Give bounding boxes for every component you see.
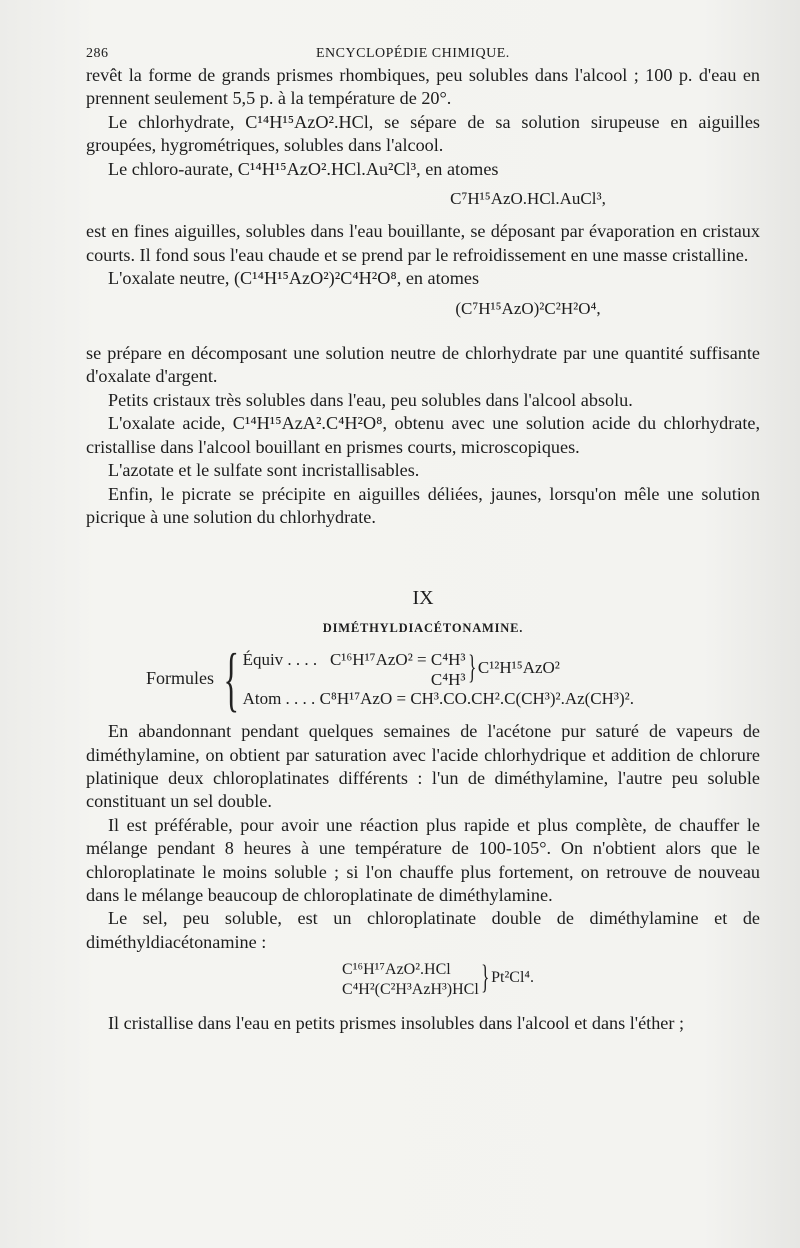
section-number: IX bbox=[412, 587, 434, 610]
paragraph: se prépare en décomposant une solution neutre de chlorhydrate par une quantité suffisante d'oxalate d'argent. bbox=[86, 343, 760, 387]
paragraph: Petits cristaux très solubles dans l'eau, peu solubles dans l'alcool absolu. bbox=[108, 389, 633, 410]
formulas-label: Formules bbox=[146, 668, 215, 689]
equiv-result: C¹²H¹⁵AzO² bbox=[477, 658, 560, 678]
formulas-block bbox=[146, 639, 760, 720]
equiv-formula-line bbox=[243, 648, 634, 688]
paragraph-chloroaurate-description: est en fines aiguilles, solubles dans l'eau bouillante, se déposant par évaporation en cristaux courts. Il fond sous l'eau chaude et se prend par le refroidissement en une masse cristalline. bbox=[86, 221, 760, 265]
paragraph-azotate: L'azotate et le sulfate sont incristallisables. bbox=[108, 460, 420, 481]
section-title: DIMÉTHYLDIACÉTONAMINE. bbox=[322, 620, 524, 635]
equiv-label: Équiv . . . . bbox=[242, 650, 318, 670]
right-brace: } bbox=[467, 649, 476, 687]
double-salt-formula bbox=[116, 958, 760, 998]
running-title: ENCYCLOPÉDIE CHIMIQUE. bbox=[316, 46, 510, 61]
left-brace: { bbox=[223, 639, 240, 720]
atom-label: Atom . . . . bbox=[242, 689, 316, 709]
paragraph-last-line: Il cristallise dans l'eau en petits prismes insolubles dans l'alcool et dans l'éther ; bbox=[108, 1013, 685, 1034]
paragraph: En abandonnant pendant quelques semaines de l'acétone pur saturé de vapeurs de diméthylamine, on obtient par saturation avec l'acide chlorhydrique et addition de chlorure platinique deux chloroplatinates différents : l'un de diméthylamine, l'autre peu soluble constituant un sel double. bbox=[86, 721, 760, 812]
paragraph: Le sel, peu soluble, est un chloroplatinate double de diméthylamine et de diméthyldiacétonamine : bbox=[86, 908, 760, 952]
paragraph-chlorhydrate: Le chlorhydrate, C¹⁴H¹⁵AzO².HCl, se sépare de sa solution sirupeuse en aiguilles groupées, hygrométriques, solubles dans l'alcool. bbox=[86, 111, 760, 156]
platinum-chloride: Pt²Cl⁴. bbox=[491, 969, 534, 987]
formula-lines bbox=[243, 648, 634, 710]
formula-chloroaurate-atoms: C⁷H¹⁵AzO.HCl.AuCl³, bbox=[450, 189, 606, 209]
paragraph-chloroaurate: Le chloro-aurate, C¹⁴H¹⁵AzO².HCl.Au²Cl³, en atomes bbox=[108, 158, 499, 179]
atom-formula: C⁸H¹⁷AzO = CH³.CO.CH².C(CH³)².Az(CH³)². bbox=[319, 689, 635, 709]
paragraph: Il est préférable, pour avoir une réaction plus rapide et plus complète, de chauffer le mélange pendant 8 heures à une température de 100-105°. On n'obtient alors que le chloroplatinate le moins soluble ; si l'on chauffe plus fortement, on retrouve de nouveau dans le mélange beaucoup de chloroplatinate de diméthylamine. bbox=[86, 814, 760, 905]
right-brace: } bbox=[480, 959, 490, 997]
paragraph: revêt la forme de grands prismes rhombiques, peu solubles dans l'alcool ; 100 p. d'eau en prennent seulement 5,5 p. à la température de 20°. bbox=[86, 65, 760, 109]
double-salt-line-2: C⁴H²(C²H³AzH³)HCl bbox=[342, 981, 479, 999]
atom-formula-line bbox=[243, 688, 634, 710]
page-header bbox=[86, 40, 760, 64]
body-text bbox=[86, 64, 760, 1036]
formula-oxalate-atoms: (C⁷H¹⁵AzO)²C²H²O⁴, bbox=[455, 298, 601, 318]
paragraph-oxalate-neutre: L'oxalate neutre, (C¹⁴H¹⁵AzO²)²C⁴H²O⁸, en atomes bbox=[108, 268, 480, 289]
equiv-formula: C¹⁶H¹⁷AzO² = C⁴H³ bbox=[329, 650, 466, 670]
equiv-second: C⁴H³ bbox=[430, 670, 466, 690]
double-salt-line-1: C¹⁶H¹⁷AzO².HCl bbox=[342, 961, 451, 979]
page-number: 286 bbox=[86, 46, 109, 61]
paragraph-picrate: Enfin, le picrate se précipite en aiguilles déliées, jaunes, lorsqu'on mêle une solution picrique à une solution du chlorhydrate. bbox=[86, 483, 760, 527]
paragraph-oxalate-acide: L'oxalate acide, C¹⁴H¹⁵AzA².C⁴H²O⁸, obtenu avec une solution acide du chlorhydrate, cristallise dans l'alcool bouillant en prismes courts, microscopiques. bbox=[86, 413, 760, 457]
